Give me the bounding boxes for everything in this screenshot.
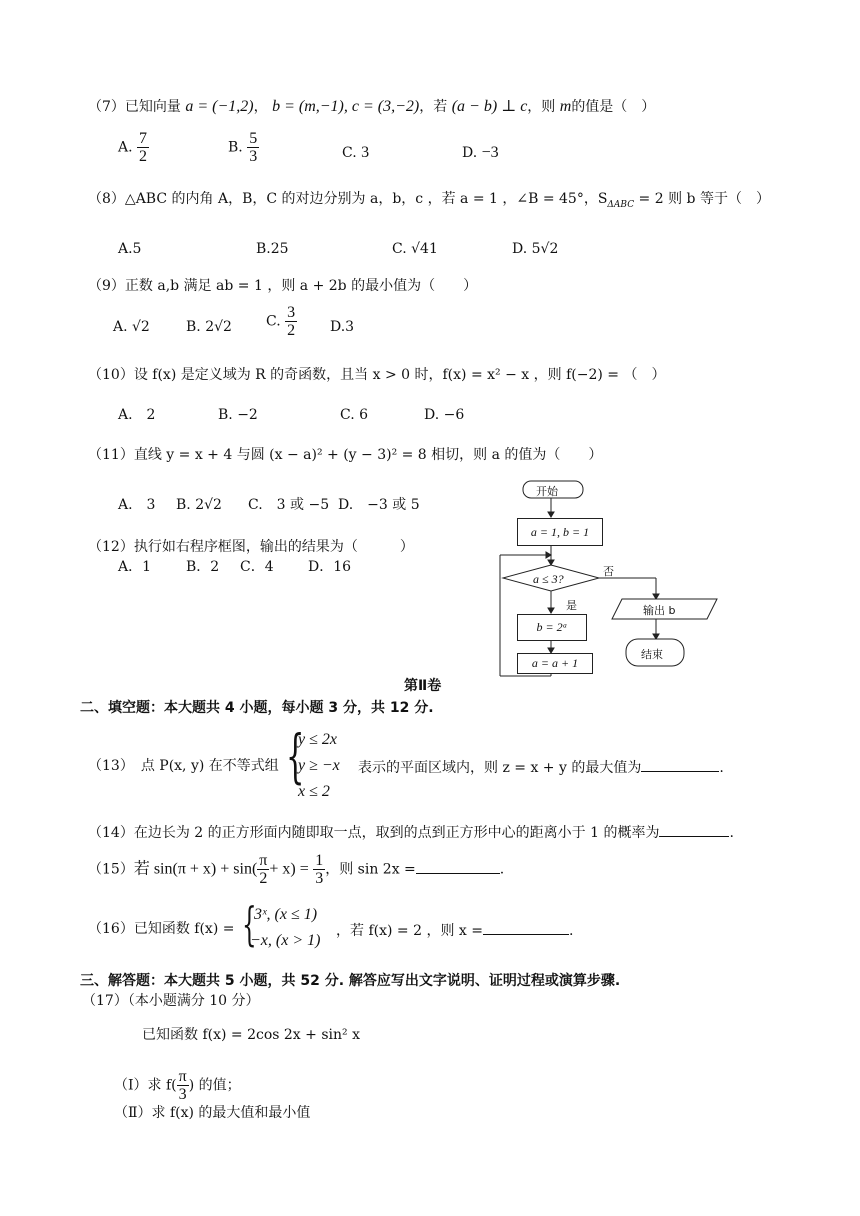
- q15-text-b: + x) =: [269, 860, 309, 878]
- section3-heading: 三、解答题：本大题共 5 小题，共 52 分. 解答应写出文字说明、证明过程或演算步骤.: [80, 973, 621, 989]
- q10-option-a: A. 2: [118, 407, 156, 423]
- q7-text-a: 已知向量: [124, 99, 181, 115]
- q11-option-d: D. −3 或 5: [338, 497, 420, 513]
- q10-number: （10）: [88, 367, 134, 383]
- q8-option-a: A.5: [118, 241, 142, 257]
- q8-number: （8）: [88, 191, 125, 207]
- flowchart-end: 结束: [641, 648, 663, 661]
- section2-heading: 二、填空题：本大题共 4 小题，每小题 3 分，共 12 分.: [80, 700, 434, 716]
- q15-text-c: ，则 sin 2x =: [325, 861, 416, 878]
- q9-option-a: A. √2: [113, 319, 150, 335]
- q15-stem: [88, 852, 504, 887]
- q15-text-a: 若 sin(π + x) + sin(: [133, 860, 258, 878]
- q16-number: （16）: [88, 921, 134, 937]
- q16-stem-b: [336, 920, 573, 940]
- q11-option-a: A. 3: [118, 497, 156, 513]
- q15-frac-den: 2: [259, 870, 268, 887]
- q13-number: （13）: [88, 758, 127, 774]
- flowchart-init-text: a = 1, b = 1: [530, 524, 590, 539]
- q14-number: （14）: [88, 825, 134, 841]
- q17-part-1: [114, 1068, 241, 1103]
- flowchart-assign-b-text: b = 2ᵃ: [536, 620, 568, 634]
- q16-end: .: [568, 923, 574, 939]
- q13-ineq-1: y ≤ 2x: [298, 731, 337, 748]
- q11-text: 直线 y = x + 4 与圆 (x − a)² + (y − 3)² = 8 相切，则 a 的值为（ ）: [133, 447, 603, 463]
- q7-option-c-label: C.: [342, 145, 357, 161]
- q17-frac-den: 3: [178, 1086, 187, 1103]
- q17-part-1-a: （Ⅰ）求 f(: [114, 1077, 177, 1094]
- q16-brace: {: [242, 897, 257, 951]
- q17-part-2: （Ⅱ）求 f(x) 的最大值和最小值: [114, 1105, 311, 1121]
- q7-text-c: ，则: [527, 99, 556, 115]
- q7-option-c-value: 3: [361, 144, 370, 161]
- q9-option-c-label: C.: [266, 313, 281, 330]
- q15-end: .: [499, 861, 505, 878]
- q11-option-c: C. 3 或 −5: [248, 497, 330, 513]
- q7-var-m: m: [559, 98, 572, 115]
- q17-part-1-b: ) 的值；: [188, 1077, 241, 1094]
- q16-stem-a: [88, 920, 234, 938]
- q13-ineq-2: y ≥ −x: [298, 757, 340, 774]
- q12-option-c: C．4: [240, 559, 274, 575]
- q8-option-c: C. √41: [392, 241, 438, 257]
- flowchart-assign-a-text: a = a + 1: [531, 656, 579, 670]
- flowchart-start: 开始: [536, 485, 558, 498]
- flowchart-assign-b-box: [517, 614, 587, 641]
- q15-frac-pi-2: [257, 852, 269, 887]
- q16-answer-blank[interactable]: [483, 920, 569, 935]
- q10-option-b: B. −2: [218, 407, 258, 423]
- q17-function: 已知函数 f(x) = 2cos 2x + sin² x: [142, 1027, 360, 1043]
- q15-number: （15）: [88, 861, 134, 878]
- flowchart-condition: a ≤ 3?: [533, 572, 564, 586]
- q8-text-2: = 2 则 b 等于（ ）: [634, 191, 770, 207]
- q8-subscript: ΔABC: [607, 199, 635, 210]
- q17-frac-num: π: [178, 1068, 187, 1085]
- q16-case-1: 3ˣ, (x ≤ 1): [254, 906, 318, 923]
- q10-text: 设 f(x) 是定义域为 R 的奇函数，且当 x > 0 时，f(x) = x² − x ，则 f(−2) = （ ）: [133, 367, 666, 383]
- q13-stem-b: [358, 757, 724, 777]
- q10-option-d: D. −6: [424, 407, 465, 423]
- q13-text-b: 表示的平面区域内，则 z = x + y 的最大值为: [358, 760, 642, 776]
- q12-option-d: D．16: [308, 559, 352, 575]
- q17-frac-pi-3: [177, 1068, 189, 1103]
- flowchart-init-box: [517, 518, 603, 546]
- q12-number: （12）: [88, 539, 134, 555]
- q7-number: （7）: [88, 99, 125, 115]
- q7-option-b-label: B.: [228, 139, 243, 156]
- q10-option-c: C. 6: [340, 407, 369, 423]
- q16-case-2: −x, (x > 1): [250, 932, 321, 949]
- flowchart-assign-a-box: [517, 653, 593, 674]
- q12-option-a: A．1: [118, 559, 152, 575]
- q11-option-b: B. 2√2: [176, 497, 222, 513]
- q13-stem-a: [88, 757, 279, 775]
- q7-sep: ，: [253, 99, 268, 115]
- q15-rhs-num: 1: [315, 852, 324, 869]
- q7-option-a-label: A.: [118, 139, 133, 156]
- q17-heading: （17）（本小题满分 10 分）: [82, 993, 260, 1009]
- q7-vector-a: a = (−1,2): [185, 98, 254, 115]
- q11-number: （11）: [88, 447, 134, 463]
- q13-brace: {: [286, 722, 305, 790]
- q7-option-d-value: −3: [481, 144, 499, 161]
- q8-option-b: B.25: [256, 241, 289, 257]
- q7-option-d-label: D.: [462, 145, 478, 161]
- q7-text-d: 的值是（ ）: [571, 99, 656, 115]
- q9-option-b: B. 2√2: [186, 319, 232, 335]
- q14-answer-blank[interactable]: [659, 822, 729, 837]
- part2-title: 第Ⅱ卷: [404, 678, 442, 694]
- q9-c-num: 3: [287, 304, 296, 321]
- q15-frac-rhs: [313, 852, 325, 887]
- q13-end: .: [719, 760, 724, 776]
- flowchart-output: 输出 b: [643, 604, 676, 617]
- q13-answer-blank[interactable]: [641, 757, 719, 772]
- q14-end: .: [729, 825, 734, 841]
- q12-text: 执行如右程序框图，输出的结果为（ ）: [133, 539, 414, 555]
- q7-a-num: 7: [139, 130, 148, 147]
- q9-number: （9）: [88, 278, 125, 294]
- q15-rhs-den: 3: [315, 870, 324, 887]
- q9-c-den: 2: [287, 322, 296, 339]
- q7-text-b: ，若: [419, 99, 448, 115]
- q7-b-den: 3: [249, 148, 258, 165]
- q14-stem: [88, 822, 734, 842]
- q7-a-den: 2: [139, 148, 148, 165]
- q8-option-d: D. 5√2: [512, 241, 559, 257]
- q12-option-b: B．2: [186, 559, 220, 575]
- q15-answer-blank[interactable]: [416, 859, 500, 874]
- q16-text-a: 已知函数 f(x) =: [133, 921, 235, 937]
- q14-text: 在边长为 2 的正方形面内随即取一点，取到的点到正方形中心的距离小于 1 的概率为: [133, 825, 660, 841]
- q9-text: 正数 a,b 满足 ab = 1 ，则 a + 2b 的最小值为（ ）: [124, 278, 478, 294]
- q13-ineq-3: x ≤ 2: [298, 783, 330, 800]
- q8-text: △ABC 的内角 A，B，C 的对边分别为 a，b，c ，若 a = 1 ，∠B = 45°，S: [124, 191, 608, 207]
- q7-b-num: 5: [249, 130, 258, 147]
- q9-option-d: D.3: [330, 319, 355, 335]
- flowchart-no-label: 否: [603, 565, 614, 578]
- q16-text-b: ，若 f(x) = 2 ，则 x =: [336, 923, 483, 939]
- q7-vectors-bc: b = (m,−1), c = (3,−2): [272, 98, 420, 115]
- flowchart-yes-label: 是: [566, 599, 577, 612]
- q7-perp: (a − b) ⊥ c: [451, 98, 528, 115]
- q13-text-a: 点 P(x, y) 在不等式组: [140, 758, 279, 774]
- q15-frac-num: π: [259, 852, 268, 869]
